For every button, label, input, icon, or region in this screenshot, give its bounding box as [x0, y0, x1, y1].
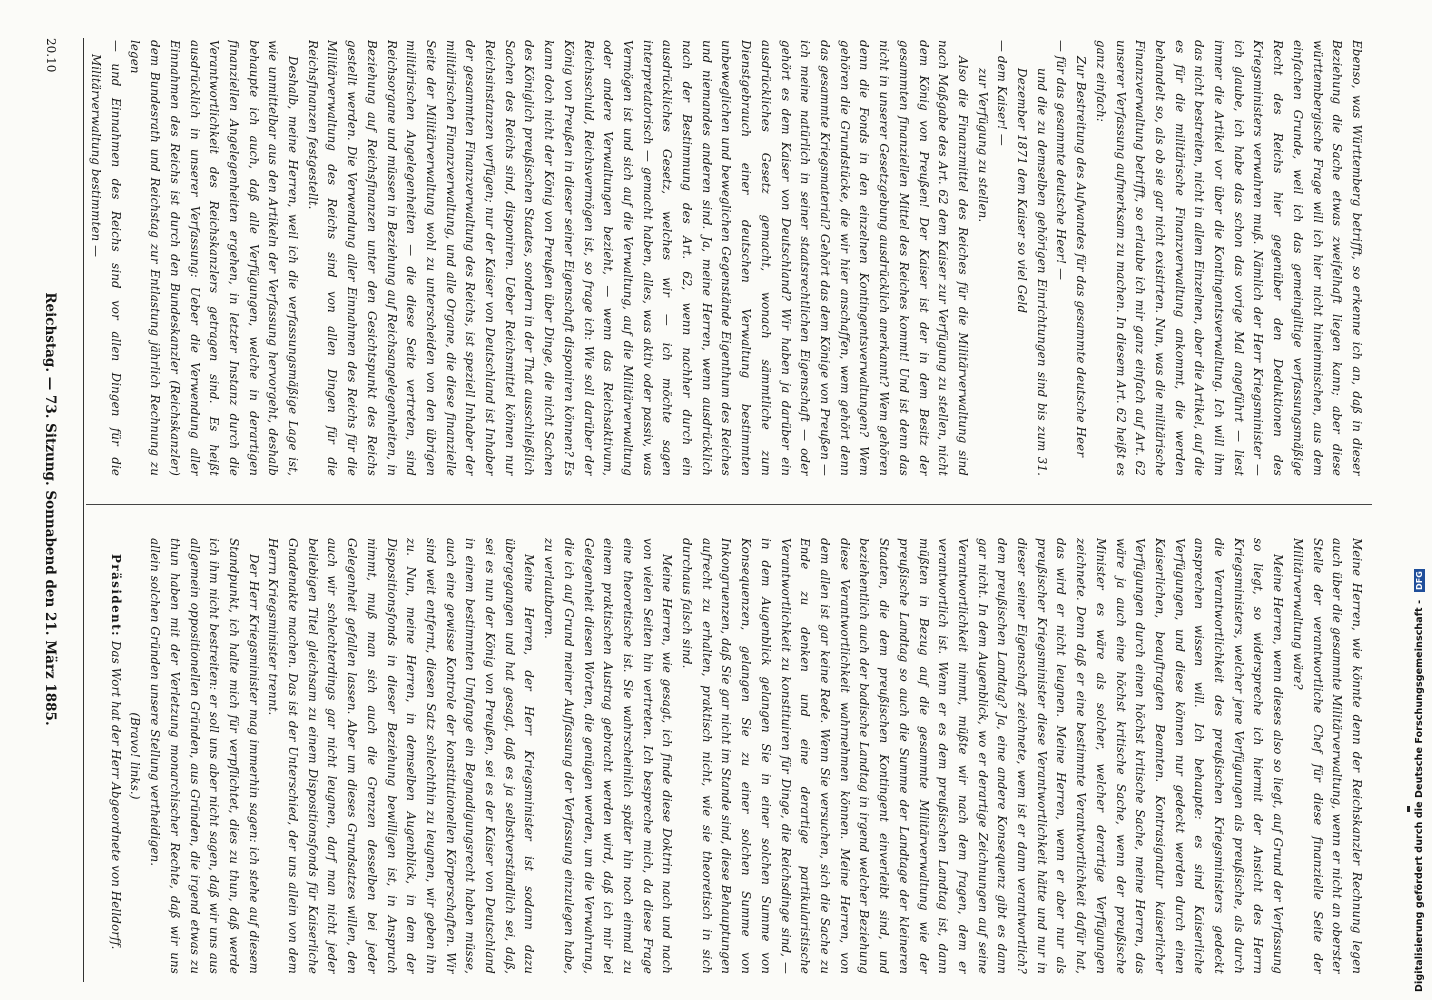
digitization-notice-text: Digitalisierung gefördert durch die Deutsche Forschungsgemeinschaft - [1414, 599, 1425, 992]
left-text-column [86, 40, 1366, 476]
page-header [36, 38, 60, 980]
left-paragraph-5: — dem Kaiser! — [995, 40, 1010, 146]
left-paragraph-1: Ebenso, was Württemberg betrifft, so erkenne ich an, daß in dieser Beziehung die Sache etwas zweifelhaft liegen kann; aber diese württembergische Frage will ich hier nicht hineinmischen, aus dem einfachen Grunde, weil ich das gemeingiltige verfassungsmäßige Recht des Reichs hier gegenüber den Deduktionen des Kriegsministers verwahren muß. Nämlich der Herr Kriegsminister — ich glaube, ich habe das schon das vorige Mal angeführt — liest immer die Artikel vor über die Kontingentsverwaltung. Ich will ihm das nicht bestreiten, nicht in allem Einzelnen, aber die Artikel, auf die es für die militärische Finanzverwaltung ankommt, die werden behandelt so, als ob sie gar nicht existirten. Nun, was die militärische Finanzverwaltung betrifft, so erlaube ich mir ganz einfach auf Art. 62 unserer Verfassung aufmerksam zu machen. In diesem Art. 62 heißt es ganz einfach: [1093, 40, 1364, 476]
page-number: 20.10 [44, 38, 58, 73]
dfg-logo: DFG [1415, 571, 1424, 591]
left-paragraph-7: Also die Finanzmittel des Reiches für die Militärverwaltung sind nach Maßgabe des Art. 62 dem Kaiser zur Verfügung zu stellen, nicht dem König von Preußen! Der Kaiser ist der in dem Besitz der gesammten finanziellen Mittel des Reiches kommt! Und ist denn das nicht in unserer Gesetzgebung ausdrücklich anerkannt? Wem gehören denn die Fonds in den einzelnen Kontingentsverwaltungen? Wem gehören die Grundstücke, die wir hier anschaffen, wem gehört denn das gesammte Kriegsmaterial? Gehört das dem Könige von Preußen — ich meine natürlich in seiner staatsrechtlichen Eigenschaft — oder gehört es dem Kaiser von Deutschland? Wir haben ja darüber ein ausdrückliches Gesetz gemacht, wonach sämmtliche zum Dienstgebrauch einer deutschen Verwaltung bestimmten unbeweglichen und beweglichen Gegenstände Eigenthum des Reiches und niemandes anderen sind. Ja, meine Herren, wenn ausdrücklich nach der Bestimmung des Art. 62, wenn nachher durch ein ausdrückliches Gesetz, welches wir — ich möchte sagen interpretatorisch — gemacht haben, alles, was aktiv oder passiv, was Vermögen ist und sich auf die Verwaltung, auf die Militärverwaltung oder andere Verwaltungen bezieht, — wenn das Reichsaktivum, Reichsschuld, Reichsvermögen ist, so frage ich: Wie soll darüber der König von Preußen in dieser seiner Eigenschaft disponiren können? Es kann doch nicht der König von Preußen über Dinge, die nicht Sachen des Königlich preußischen Staates, sondern in der That ausschließlich Sachen des Reichs sind, disponiren. Ueber Reichsmittel können nur Reichsinstanzen verfügen; nur der Kaiser von Deutschland ist Inhaber der gesammten Finanzverwaltung des Reichs, ist speziell Inhaber der militärischen Finanzverwaltung, und alle Organe, die diese finanzielle Seite der Militärverwaltung wohl zu unterscheiden von den übrigen militärischen Angelegenheiten — die diese Seite vertreten, sind Reichsorgane und müssen in Beziehung auf Reichsangelegenheiten, in Beziehung auf Reichsfinanzen unter den Gesichtspunkt des Reichs gestellt werden. Die Verwendung aller Einnahmen des Reichs für die Militärverwaltung des Reichs sind von allen Dingen für die Reichsfinanzen festgestellt. [305, 40, 970, 476]
right-paragraph-5: Der Herr Kriegsminister mag immerhin sagen: ich stehe auf diesem Standpunkt, ich halte mich für verpflichtet, dies zu thun, daß werde ich ihm nicht bestreiten: er soll uns aber nicht sagen, daß wir uns aus allgemein oppositionellen Gründen, aus Gründen, die irgend etwas zu thun haben mit der Verletzung monarchischer Rechte, daß wir uns allein solchen Gründen unsere Stellung vertheidigen. [148, 538, 261, 974]
right-paragraph-3: Meine Herren, wie gesagt, ich finde diese Doktrin nach und nach von vielen Seiten hin vertreten. Ich bespreche mich, da diese Frage eine theoretische ist. Sie wahrscheinlich später hin noch einmal zu einem praktischen Austrag gebracht werden wird, daß ich mir bei Gelegenheit diesen Worten, die genügen werden, um die Verwahrung, die ich auf Grund meiner Auffassung der Verfassung einzulegen habe, zu verlautbaren. [542, 538, 675, 974]
president-statement [105, 538, 125, 974]
right-paragraph-2: Meine Herren, wenn dieses also so liegt, auf Grund der Verfassung so liegt, so widerspreche ich hiermit der Ansicht des Herrn Kriegsministers, welcher jene Verfügungen als preußische, als durch die Verantwortlichkeit des preußischen Kriegsministers gedeckt ansprechen wissen will. Ich behaupte: es sind Kaiserliche Verfügungen, und diese können nur gedeckt werden durch einen Kaiserlichen, beauftragten Beamten. Kontrasignatur kaiserlicher Verfügungen durch einen höchst kritische Sache, meine Herren, das wäre ja auch eine höchst kritische Sache, wenn der preußische Minister es wäre als solcher, welcher derartige Verfügungen zeichnete. Denn daß er eine bestimmte Verantwortlichkeit dafür hat, das wird er nicht leugnen. Meine Herren, wenn er aber nur als preußischer Kriegsminister diese Verantwortlichkeit hätte und nur in dieser seiner Eigenschaft zeichnete, wem ist er dann verantwortlich? dem preußischen Landtag? Ja, eine andere Konsequenz gibt es dann gar nicht. In dem Augenblick, wo er derartige Zeichnungen auf seine Verantwortlichkeit nimmt, müßte wir nach dem fragen, dem er verantwortlich ist. Wenn er es dem preußischen Landtag ist, dann müßten in Bezug auf die gesammte Militärverwaltung wie der preußische Landtag so auch die Summe der Landtage der kleineren Staaten, die dem preußischen Kontingent einverleibt sind, und beziehentlich auch der badische Landtag in irgend welcher Beziehung diese Verantwortlichkeit wahrnehmen können. Meine Herren, von dem allen ist gar keine Rede. Wenn Sie versuchen, sich die Sache zu Ende zu denken und eine derartige partikularistische Verantwortlichkeit zu konstituiren für Dinge, die Reichsdinge sind, — in dem Augenblick gelangen Sie in einer solchen Summe von Konsequenzen, gelangen Sie zu einer solchen Summe von Inkongruenzen, daß Sie gar nicht im Stande sind, diese Behauptungen aufrecht zu erhalten, praktisch nicht, wie sie theoretisch in sich durchaus falsch sind. [680, 538, 1286, 974]
header-rule [83, 38, 84, 982]
scan-mark [1407, 806, 1410, 812]
left-paragraph-2: Zur Bestreitung des Aufwandes für das gesammte deutsche Heer [1074, 56, 1089, 458]
speaker-label: Präsident: [108, 554, 123, 637]
left-paragraph-8: Deshalb, meine Herren, weil ich die verfassungsmäßige Lage ist, wie unmittelbar aus den Artikeln der Verfassung hervorgeht, deshalb behaupte ich auch, daß alle Verfügungen, welche in derartigen finanziellen Angelegenheiten ergehen, in letzter Instanz durch die Verantwortlichkeit des Reichskanzlers getragen sind. Es heißt ausdrücklich in unserer Verfassung: Ueber die Verwendung aller Einnahmen des Reichs ist durch den Bundeskanzler (Reichskanzler) dem Bundesrath und Reichstag zur Entlastung jährlich Rechnung zu legen [128, 40, 301, 476]
running-title: Reichstag. — 73. Sitzung. Sonnabend den 21. März 1885. [42, 292, 58, 726]
right-paragraph-1: Meine Herren, wie könnte denn der Reichskanzler Rechnung legen auch über die gesammte Militärverwaltung, wenn er nicht an oberster Stelle der verantwortliche Chef für diese finanzielle Seite der Militärverwaltung wäre? [1290, 538, 1364, 974]
left-paragraph-4: und die zu demselben gehörigen Einrichtungen sind bis zum 31. Dezember 1871 dem Kaiser so viel Geld [1015, 68, 1049, 476]
right-paragraph-4: Meine Herren, der Herr Kriegsminister ist sodann dazu übergegangen und hat gesagt, daß es ja selbstverständlich sei, daß, sei es nun der König von Preußen, sei es der Kaiser von Deutschland in einem bestimmten Umfange ein Begnadigungsrecht haben müsse, auch eine gewisse Kontrole der konstitutionellen Körperschaften. Wir sind weit entfernt, diesen Satz schlechthin zu leugnen, wir geben ihn zu. Nun, meine Herren, in demselben Augenblick, in dem der Dispositionsfonds in dieser Beziehung bewilligen ist, in Anspruch nimmt, muß man sich auch die Grenzen desselben bei jeder Gelegenheit gefallen lassen. Aber um dieses Grundsatzes willen, den auch wir schlechterdings gar nicht leugnen, darf man nicht jeder beliebigen Titel gleichsam zu einem Dispositionsfonds für Kaiserliche Gnadenakte machen. Das ist der Unterschied, der uns allein von dem Herrn Kriegsminister trennt. [266, 538, 537, 974]
right-text-column [86, 538, 1366, 974]
interjection: (Bravo! links.) [128, 712, 143, 800]
left-paragraph-3: — für das gesammte deutsche Heer! — [1054, 40, 1069, 281]
column-divider [86, 504, 1372, 505]
left-paragraph-6: zur Verfügung zu stellen. [975, 68, 990, 223]
digitization-notice [1414, 6, 1426, 992]
speaker-text: Das Wort hat der Herr Abgeordnete von Helldorff. [108, 637, 123, 950]
left-paragraph-9: — und Einnahmen des Reichs sind vor allen Dingen für die Militärverwaltung bestimmten — [89, 40, 123, 476]
